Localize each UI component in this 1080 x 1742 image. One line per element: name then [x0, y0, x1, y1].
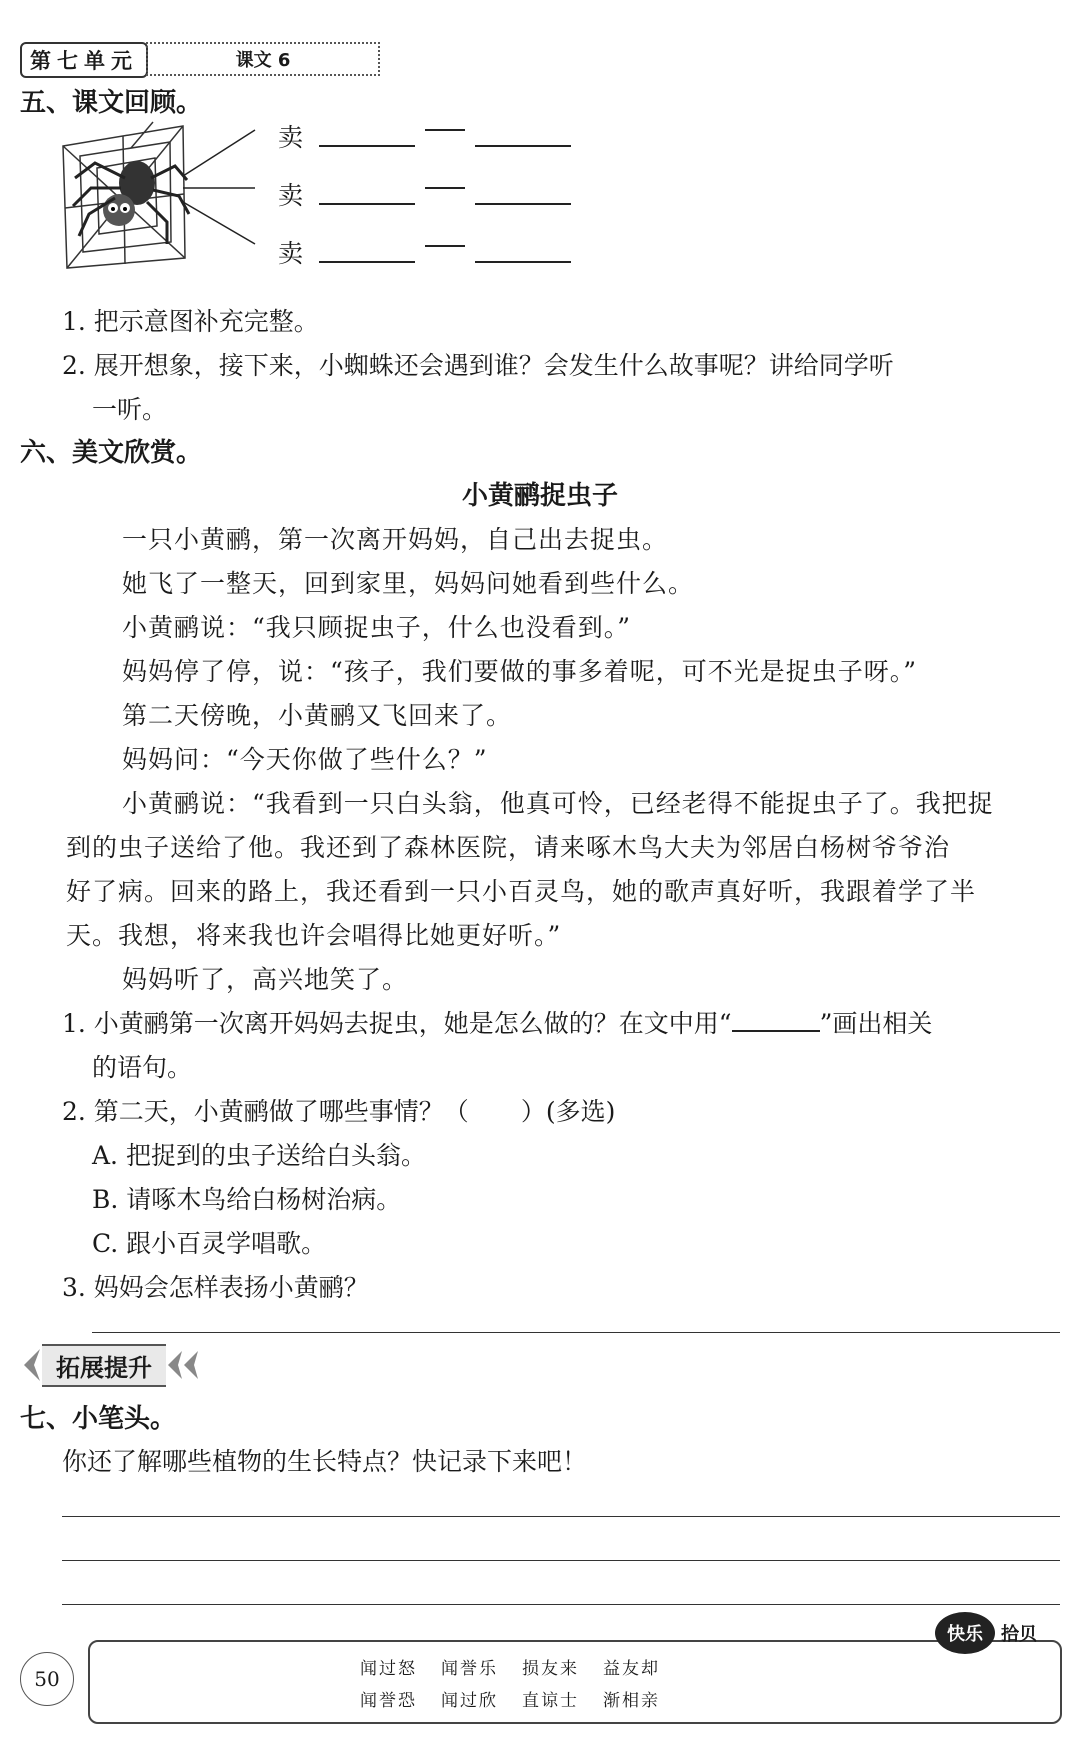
- story-title: 小黄鹂捉虫子: [461, 481, 618, 511]
- story-paragraph: 小黄鹂说：“我只顾捉虫子，什么也没看到。”: [122, 613, 632, 642]
- proverb-row-2: [360, 1686, 660, 1711]
- question-6-1: [62, 1004, 932, 1040]
- story-paragraph: 妈妈问：“今天你做了些什么？”: [122, 745, 488, 774]
- story-paragraph-cont: 天。我想，将来我也许会唱得比她更好听。”: [66, 921, 562, 950]
- story-paragraph: 一只小黄鹂，第一次离开妈妈，自己出去捉虫。: [122, 525, 669, 554]
- page-number: 50: [20, 1652, 74, 1706]
- writing-line[interactable]: [62, 1604, 1060, 1605]
- blank-line[interactable]: [319, 241, 415, 263]
- option-c[interactable]: C. 跟小百灵学唱歌。: [92, 1229, 327, 1258]
- dash-connector: [425, 129, 465, 131]
- story-paragraph-cont: 好了病。回来的路上，我还看到一只小百灵鸟，她的歌声真好听，我跟着学了半: [66, 877, 977, 906]
- blank-line[interactable]: [475, 241, 571, 263]
- sell-label: 卖: [278, 123, 304, 152]
- section-7-title: 七、小笔头。: [20, 1404, 177, 1434]
- story-paragraph: 她飞了一整天，回到家里，妈妈问她看到些什么。: [122, 569, 695, 598]
- story-paragraph-cont: 到的虫子送给了他。我还到了森林医院，请来啄木鸟大夫为邻居白杨树爷爷治: [66, 833, 951, 862]
- story-paragraph: 第二天傍晚，小黄鹂又飞回来了。: [122, 701, 513, 730]
- story-paragraph: 妈妈停了停，说：“孩子，我们要做的事多着呢，可不光是捉虫子呀。”: [122, 657, 918, 686]
- proverb: 闻誉乐: [441, 1659, 498, 1679]
- section-5-title: 五、课文回顾。: [20, 88, 203, 118]
- proverb-row-1: [360, 1654, 660, 1679]
- proverb: 闻过怒: [360, 1659, 417, 1679]
- extension-banner: [20, 1345, 202, 1385]
- spider-web-illustration: [55, 118, 285, 288]
- writing-line[interactable]: [62, 1516, 1060, 1517]
- sell-label: 卖: [278, 181, 304, 210]
- proverb: 渐相亲: [603, 1691, 660, 1711]
- option-b[interactable]: B. 请啄木鸟给白杨树治病。: [92, 1185, 402, 1214]
- question-6-2: [62, 1092, 615, 1128]
- sell-label: 卖: [278, 239, 304, 268]
- question-5-2-cont: 一听。: [92, 395, 168, 424]
- brand-word: 拾贝: [1001, 1624, 1037, 1645]
- blank-line[interactable]: [475, 125, 571, 147]
- proverb: 损友来: [522, 1659, 579, 1679]
- underline-sample: [732, 1030, 820, 1032]
- story-paragraph: 小黄鹂说：“我看到一只白头翁，他真可怜，已经老得不能捉虫子了。我把捉: [122, 789, 994, 818]
- story-paragraph: 妈妈听了，高兴地笑了。: [122, 965, 409, 994]
- section-7-prompt: 你还了解哪些植物的生长特点？快记录下来吧！: [62, 1447, 588, 1476]
- question-text: 2. 第二天，小黄鹂做了哪些事情？（: [62, 1097, 469, 1126]
- dash-connector: [425, 187, 465, 189]
- diagram-row-1: [278, 118, 571, 154]
- question-5-2: 2. 展开想象，接下来，小蜘蛛还会遇到谁？会发生什么故事呢？讲给同学听: [62, 351, 894, 380]
- option-a[interactable]: A. 把捉到的虫子送给白头翁。: [92, 1141, 426, 1170]
- section-6-title: 六、美文欣赏。: [20, 438, 203, 468]
- blank-line[interactable]: [319, 183, 415, 205]
- question-5-1: 1. 把示意图补充完整。: [62, 307, 319, 336]
- footer-proverb-box: [88, 1640, 1062, 1724]
- dash-connector: [425, 245, 465, 247]
- answer-line[interactable]: [92, 1332, 1060, 1333]
- proverb: 闻过欣: [441, 1691, 498, 1711]
- question-text: ）(多选): [520, 1097, 616, 1126]
- blank-line[interactable]: [319, 125, 415, 147]
- chevron-left-icon: [20, 1347, 42, 1383]
- diagram-row-2: [278, 176, 571, 212]
- double-chevron-left-icon: [166, 1347, 202, 1383]
- unit-label: 第七单元: [20, 42, 148, 78]
- question-6-3: 3. 妈妈会怎样表扬小黄鹂？: [62, 1273, 369, 1302]
- brand-bubble: 快乐: [935, 1612, 995, 1654]
- proverb: 直谅士: [522, 1691, 579, 1711]
- diagram-row-3: [278, 234, 571, 270]
- proverb: 益友却: [603, 1659, 660, 1679]
- question-6-1-cont: 的语句。: [92, 1053, 193, 1082]
- brand-logo: [935, 1612, 1037, 1654]
- writing-line[interactable]: [62, 1560, 1060, 1561]
- question-text: ”画出相关: [819, 1009, 933, 1038]
- blank-line[interactable]: [475, 183, 571, 205]
- question-text: 1. 小黄鹂第一次离开妈妈去捉虫，她是怎么做的？在文中用“: [62, 1009, 732, 1038]
- lesson-label: 课文 6: [146, 42, 380, 76]
- extension-title: 拓展提升: [42, 1344, 166, 1387]
- proverb: 闻誉恐: [360, 1691, 417, 1711]
